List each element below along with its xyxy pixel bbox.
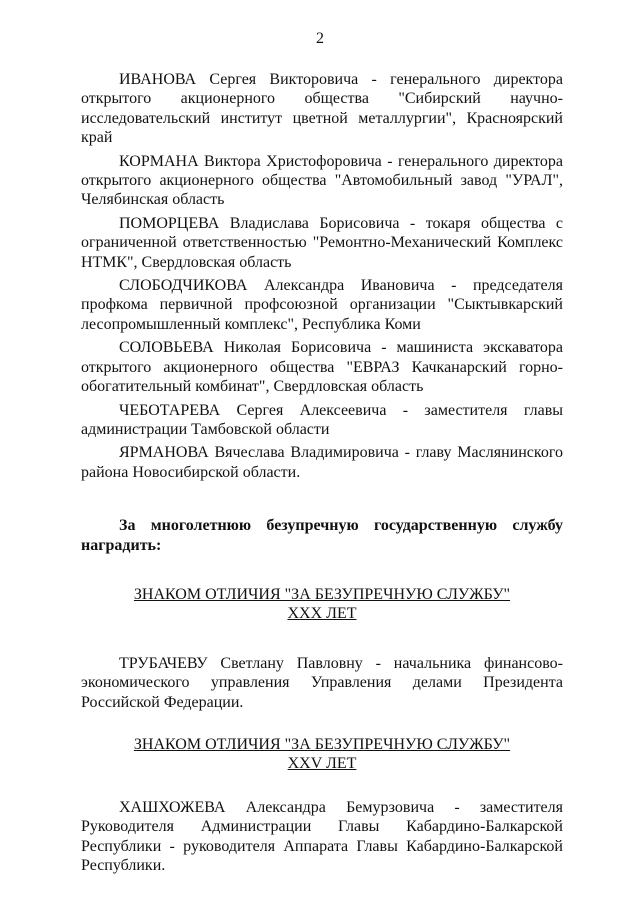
award-heading-line2: XXV ЛЕТ bbox=[287, 755, 357, 773]
paragraph-chebotarev: ЧЕБОТАРЕВА Сергея Алексеевича - заместителя главы администрации Тамбовской области bbox=[81, 401, 563, 438]
paragraph-korman: КОРМАНА Виктора Христофоровича - генерального директора открытого акционерного общества "Автомобильный завод "УРАЛ", Челябинская область bbox=[81, 152, 563, 209]
award-heading-line1: ЗНАКОМ ОТЛИЧИЯ "ЗА БЕЗУПРЕЧНУЮ СЛУЖБУ" bbox=[133, 585, 511, 603]
paragraph-slobodchikov: СЛОБОДЧИКОВА Александра Ивановича - председателя профкома первичной профсоюзной организации "Сыктывкарский лесопромышленный комплекс", Республика Коми bbox=[81, 277, 563, 333]
page-number: 2 bbox=[316, 30, 324, 47]
award-heading-25-years bbox=[81, 735, 563, 774]
award-heading-30-years bbox=[81, 585, 563, 624]
award-heading-line2: XXX ЛЕТ bbox=[287, 605, 357, 623]
paragraph-khashkhozhev: ХАШХОЖЕВА Александра Бемурзовича - заместителя Руководителя Администрации Главы Кабардино-Балкарской Республики - руководителя Аппарата Главы Кабардино-Балкарской Республики. bbox=[81, 798, 563, 874]
paragraph-ivanov: ИВАНОВА Сергея Викторовича - генерального директора открытого акционерного общества "Сибирский научно-исследовательский институт цветной металлургии", Красноярский край bbox=[81, 71, 563, 147]
paragraph-trubacheva: ТРУБАЧЕВУ Светлану Павловну - начальника финансово-экономического управления Управления делами Президента Российской Федерации. bbox=[81, 654, 563, 711]
paragraph-solovyev: СОЛОВЬЕВА Николая Борисовича - машиниста экскаватора открытого акционерного общества "ЕВРАЗ Качканарский горно-обогатительный комбинат", Свердловская область bbox=[81, 339, 563, 396]
paragraph-yarmanov: ЯРМАНОВА Вячеслава Владимировича - главу Маслянинского района Новосибирской области. bbox=[81, 444, 563, 481]
award-heading-line1: ЗНАКОМ ОТЛИЧИЯ "ЗА БЕЗУПРЕЧНУЮ СЛУЖБУ" bbox=[133, 735, 511, 753]
section-intro: За многолетнюю безупречную государственную службу наградить: bbox=[81, 517, 563, 554]
document-body bbox=[81, 70, 563, 875]
paragraph-pomortsev: ПОМОРЦЕВА Владислава Борисовича - токаря общества с ограниченной ответственностью "Ремонтно-Механический Комплекс НТМК", Свердловская область bbox=[81, 214, 563, 271]
